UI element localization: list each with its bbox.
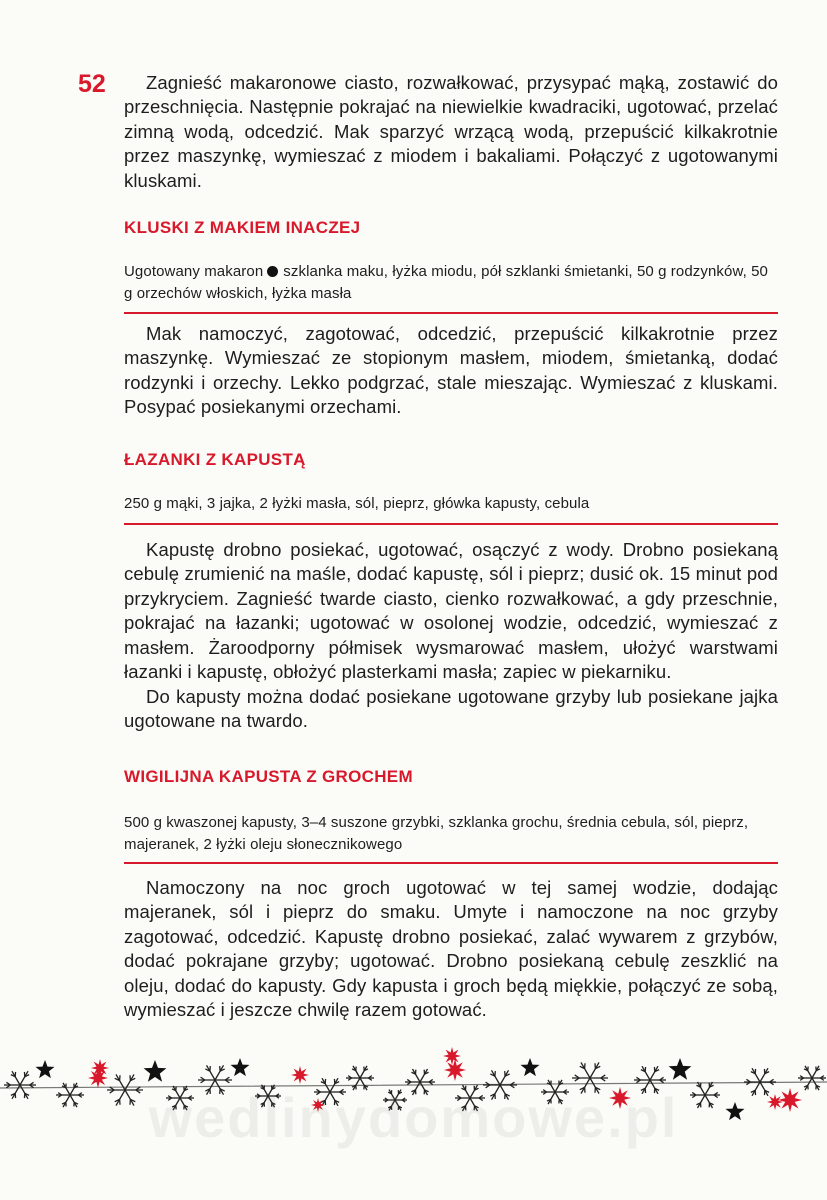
recipe-ingredients-lazanki: 250 g mąki, 3 jajka, 2 łyżki masła, sól, pieprz, główka kapusty, cebula: [124, 495, 590, 512]
star-icon: [669, 1058, 692, 1080]
recipe-ingredients-kapusta: 500 g kwaszonej kapusty, 3–4 suszone grzybki, szklanka grochu, średnia cebula, sól, pieprz, majeranek, 2 łyżki oleju słonecznikowego: [124, 814, 749, 853]
recipe-steps-kluski: Mak namoczyć, zagotować, odcedzić, przepuścić kilkakrotnie przez maszynkę. Wymieszać ze stopionym masłem, miodem, śmietanką, dodać rodzynki i orzechy. Lekko podgrzać, stale mieszając. Wymieszać z kluskami. Posypać posiekanymi orzechami.: [124, 323, 778, 418]
watermark: wedlinydomowe.pl: [148, 1086, 679, 1149]
bullet-icon: [267, 266, 278, 277]
intro-paragraph: Zagnieść makaronowe ciasto, rozwałkować, przysypać mąką, zostawić do przeschnięcia. Następnie pokrajać na niewielkie kwadraciki, ugotować, przelać zimną wodą, odcedzić. Mak sparzyć wrzącą wodą, przepuścić kilkakrotnie przez maszynkę, wymieszać z miodem i bakaliami. Połączyć z ugotowanymi kluskami.: [124, 72, 778, 191]
page-number: 52: [78, 70, 106, 98]
star-icon: [144, 1060, 167, 1082]
star-icon: [36, 1060, 55, 1078]
recipe-title-kluski: KLUSKI Z MAKIEM INACZEJ: [124, 218, 361, 237]
star-icon: [521, 1058, 540, 1076]
divider: [124, 312, 778, 314]
recipe-ingredients-kluski: [124, 261, 778, 305]
ingredients-rest: szklanka maku, łyżka miodu, pół szklanki śmietanki, 50 g rodzynków, 50 g orzechów włoskich, łyżka masła: [124, 263, 768, 302]
recipe-steps-lazanki-2: Do kapusty można dodać posiekane ugotowane grzyby lub posiekane jajka ugotowane na twardo.: [124, 686, 778, 732]
divider: [124, 523, 778, 525]
recipe-title-lazanki: ŁAZANKI Z KAPUSTĄ: [124, 450, 306, 469]
snowflake-icon: [444, 1059, 466, 1081]
snowflake-icon: [443, 1047, 461, 1065]
recipe-title-kapusta: WIGILIJNA KAPUSTA Z GROCHEM: [124, 767, 413, 786]
star-icon: [231, 1058, 250, 1076]
snowflake-icon: [291, 1066, 309, 1084]
divider: [124, 862, 778, 864]
ingredients-lead: Ugotowany makaron: [124, 263, 264, 280]
recipe-steps-lazanki-1: Kapustę drobno posiekać, ugotować, osączyć z wody. Drobno posiekaną cebulę zrumienić na maśle, dodać kapustę, sól i pieprz; dusić ok. 15 minut pod przykryciem. Zagnieść twarde ciasto, cienko rozwałkować, a gdy przeschnie, pokrajać na łazanki; ugotować w osolonej wodzie, odcedzić, wymieszać z masłem. Żaroodporny półmisek wysmarować masłem, ułożyć warstwami łazanki i kapustę, obłożyć plasterkami masła; zapiec w piekarniku.: [124, 539, 778, 683]
recipe-steps-kapusta: Namoczony na noc groch ugotować w tej samej wodzie, dodając majeranek, sól i pieprz do smaku. Umyte i namoczone na noc grzyby zagotować, odcedzić. Kapustę drobno posiekać, zalać wywarem z grzybów, dodać pokrajane grzyby; ugotować. Drobno posiekaną cebulę zeszklić na oleju, dodać do kapusty. Gdy kapusta i groch będą miękkie, połączyć ze sobą, wymieszać i jeszcze chwilę razem gotować.: [124, 877, 778, 1021]
